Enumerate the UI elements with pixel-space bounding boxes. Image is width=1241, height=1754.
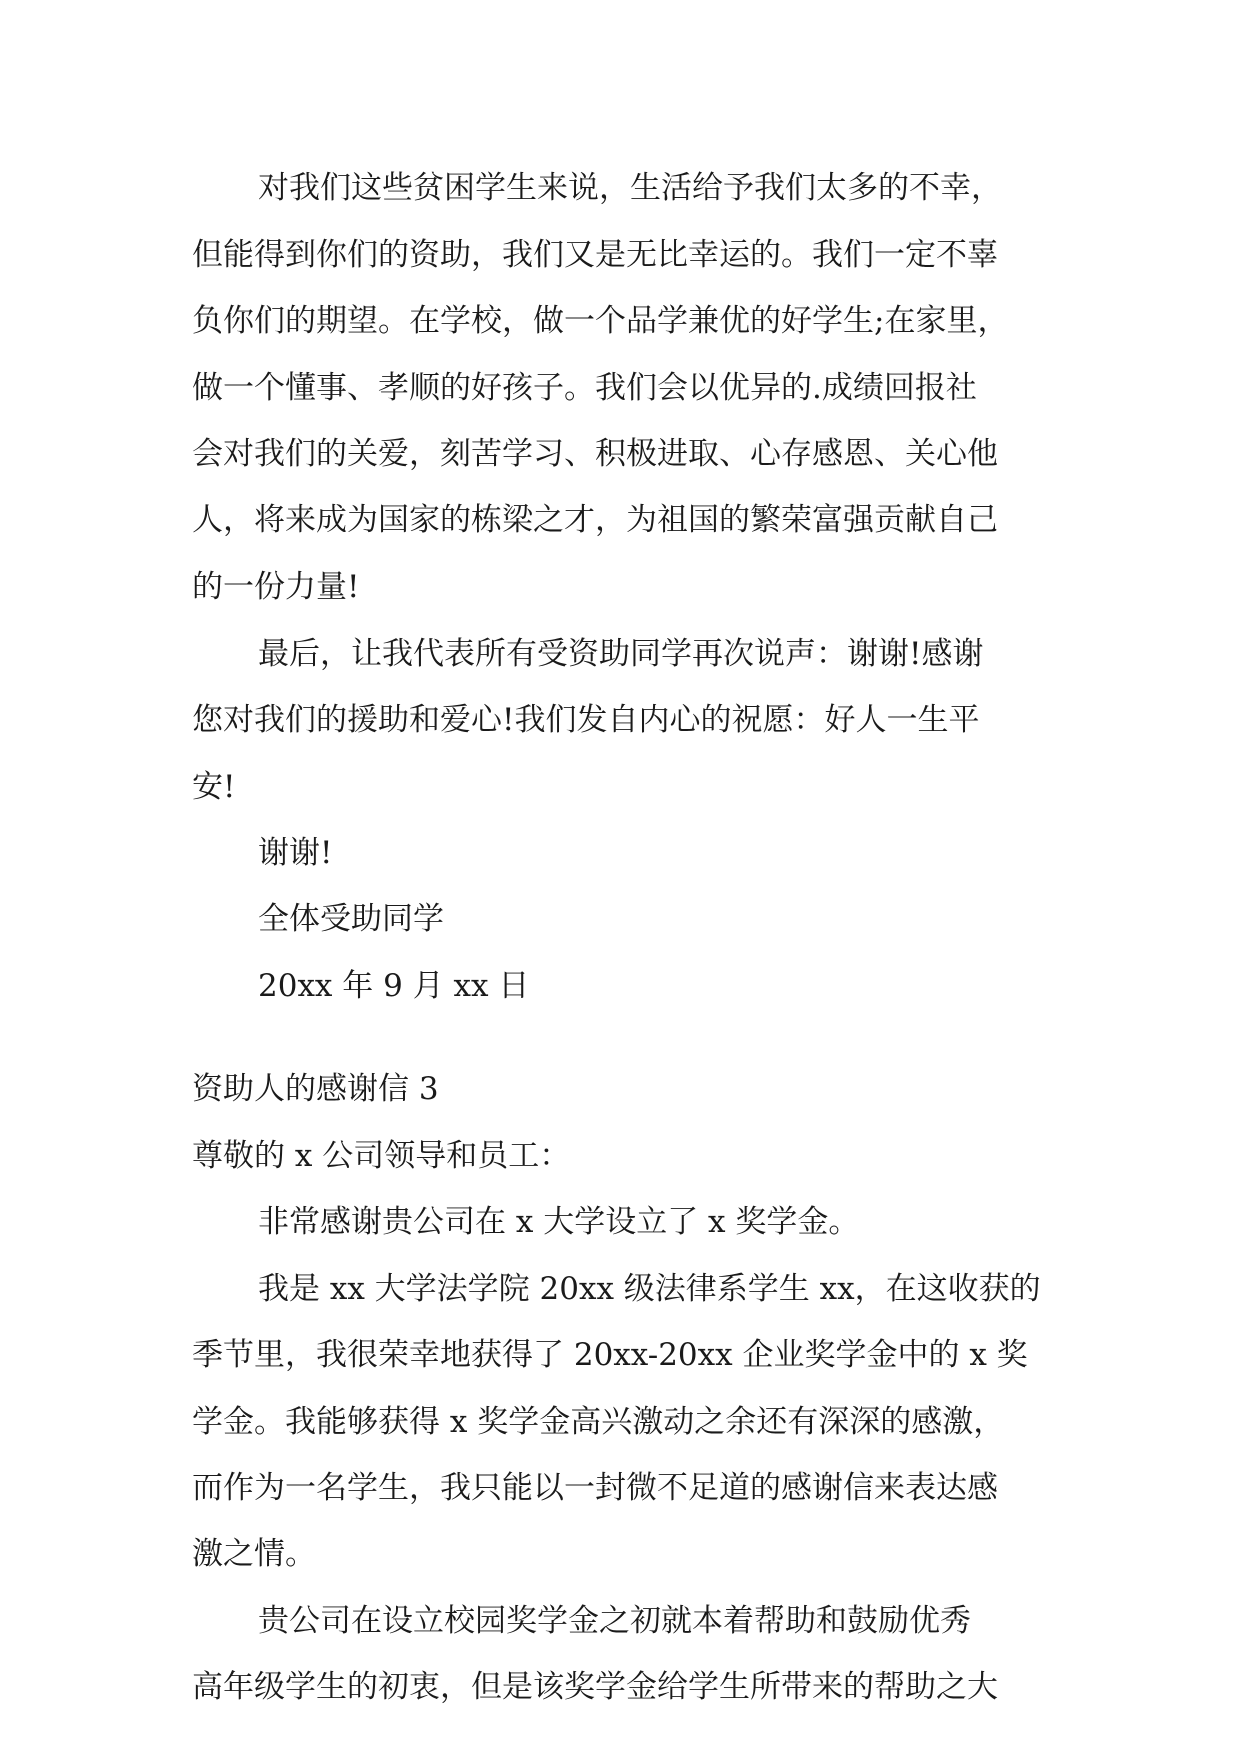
paragraph-line: 最后，让我代表所有受资助同学再次说声：谢谢!感谢 xyxy=(258,636,984,672)
paragraph-line: 安! xyxy=(192,769,236,805)
letter-title: 资助人的感谢信 3 xyxy=(192,1071,439,1107)
paragraph-line: 做一个懂事、孝顺的好孩子。我们会以优异的.成绩回报社 xyxy=(192,370,977,406)
paragraph-line: 但能得到你们的资助，我们又是无比幸运的。我们一定不辜 xyxy=(192,237,998,273)
paragraph-line: 学金。我能够获得 x 奖学金高兴激动之余还有深深的感激， xyxy=(192,1404,1005,1440)
paragraph-line: 高年级学生的初衷，但是该奖学金给学生所带来的帮助之大 xyxy=(192,1669,998,1705)
paragraph-line: 而作为一名学生，我只能以一封微不足道的感谢信来表达感 xyxy=(192,1470,998,1506)
paragraph-line: 会对我们的关爱，刻苦学习、积极进取、心存感恩、关心他 xyxy=(192,436,998,472)
paragraph-line: 您对我们的援助和爱心!我们发自内心的祝愿：好人一生平 xyxy=(192,702,980,738)
paragraph-line: 负你们的期望。在学校，做一个品学兼优的好学生;在家里， xyxy=(192,303,1009,339)
signature: 全体受助同学 xyxy=(258,901,444,937)
date-line: 20xx 年 9 月 xx 日 xyxy=(258,968,530,1004)
paragraph-line: 非常感谢贵公司在 x 大学设立了 x 奖学金。 xyxy=(258,1204,860,1240)
paragraph-line: 对我们这些贫困学生来说，生活给予我们太多的不幸， xyxy=(258,170,1002,206)
closing-thanks: 谢谢! xyxy=(258,835,333,871)
paragraph-line: 人，将来成为国家的栋梁之才，为祖国的繁荣富强贡献自己 xyxy=(192,502,998,538)
paragraph-line: 季节里，我很荣幸地获得了 20xx-20xx 企业奖学金中的 x 奖 xyxy=(192,1337,1028,1373)
salutation: 尊敬的 x 公司领导和员工： xyxy=(192,1138,571,1174)
paragraph-line: 的一份力量! xyxy=(192,569,360,605)
paragraph-line: 激之情。 xyxy=(192,1536,316,1572)
paragraph-line: 贵公司在设立校园奖学金之初就本着帮助和鼓励优秀 xyxy=(258,1603,971,1639)
paragraph-line: 我是 xx 大学法学院 20xx 级法律系学生 xx，在这收获的 xyxy=(258,1271,1041,1307)
